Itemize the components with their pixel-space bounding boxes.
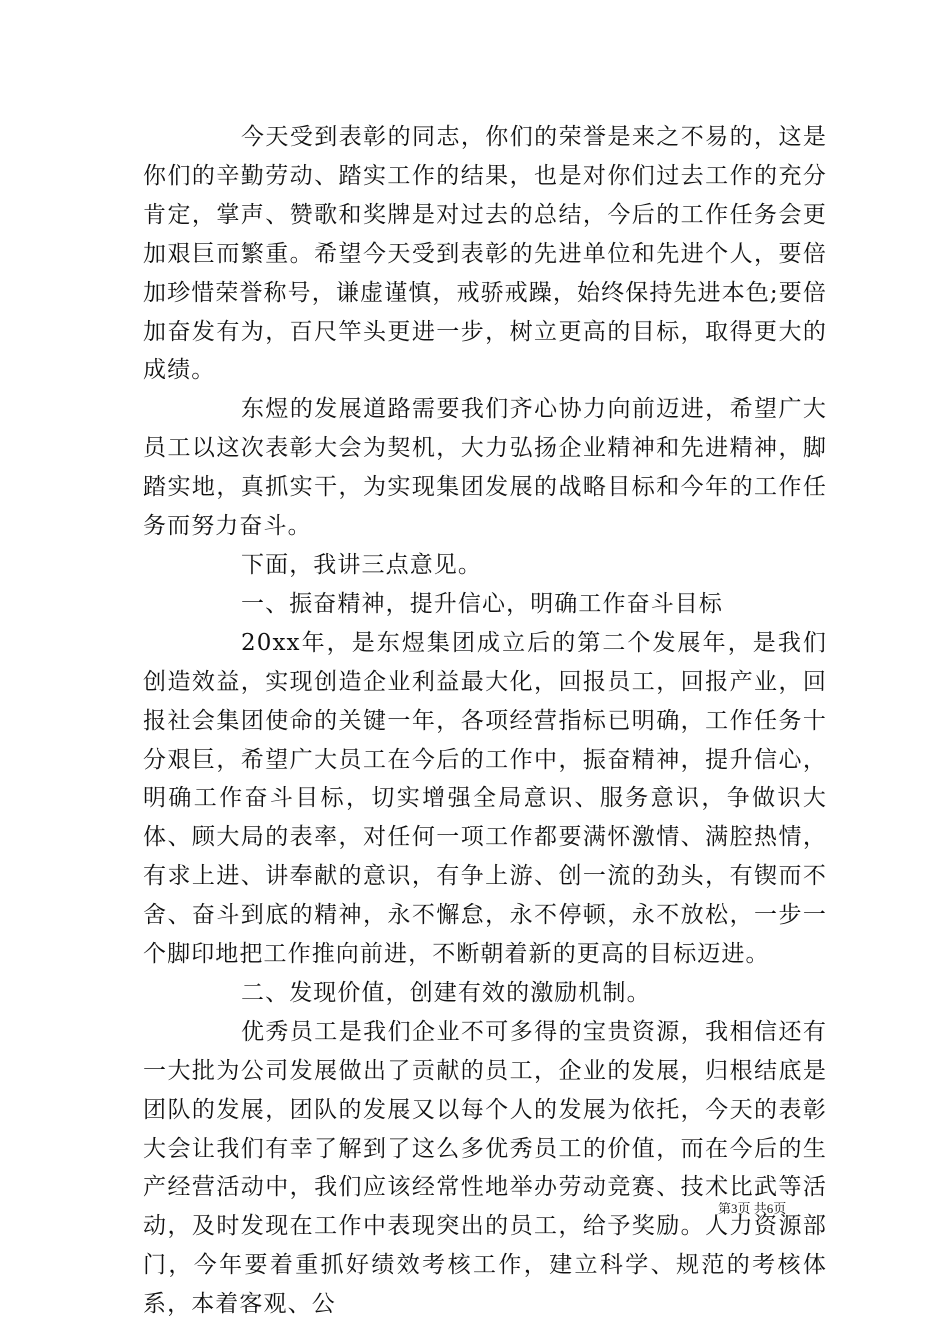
document-body [143,118,827,1324]
paragraph-three-points-intro: 下面，我讲三点意见。 [241,551,482,578]
section-heading-one: 一、振奋精神，提升信心，明确工作奋斗目标 [241,590,723,617]
footer-total-pages: 6 [766,1201,774,1216]
paragraph-excellent-staff: 优秀员工是我们企业不可多得的宝贵资源，我相信还有一大批为公司发展做出了贡献的员工，企业的发展，归根结底是团队的发展，团队的发展又以每个人的发展为依托，今天的表彰大会让我们有幸了解到了这么多优秀员工的价值，而在今后的生产经营活动中，我们应该经常性地举办劳动竞赛、技术比武等活动，及时发现在工作中表现突出的员工，给予奖励。人力资源部门，今年要着重抓好绩效考核工作，建立科学、规范的考核体系，本着客观、公 [143,1018,827,1318]
section-heading-two: 二、发现价值，创建有效的激励机制。 [241,979,651,1006]
page-number-footer [718,1199,786,1220]
footer-middle: 页 共 [737,1201,767,1216]
paragraph-year-goals: 20xx年，是东煜集团成立后的第二个发展年，是我们创造效益，实现创造企业利益最大化，回报员工，回报产业，回报社会集团使命的关键一年，各项经营指标已明确，工作任务十分艰巨，希望广大员工在今后的工作中，振奋精神，提升信心，明确工作奋斗目标，切实增强全局意识、服务意识，争做识大体、顾大局的表率，对任何一项工作都要满怀激情、满腔热情，有求上进、讲奉献的意识，有争上游、创一流的劲头，有锲而不舍、奋斗到底的精神，永不懈怠，永不停顿，永不放松，一步一个脚印地把工作推向前进，不断朝着新的更高的目标迈进。 [143,629,827,968]
footer-suffix: 页 [773,1201,787,1216]
footer-prefix: 第 [718,1201,732,1216]
paragraph-commendation: 今天受到表彰的同志，你们的荣誉是来之不易的，这是你们的辛勤劳动、踏实工作的结果，也是对你们过去工作的充分肯定，掌声、赞歌和奖牌是对过去的总结，今后的工作任务会更加艰巨而繁重。希望今天受到表彰的先进单位和先进个人，要倍加珍惜荣誉称号，谦虚谨慎，戒骄戒躁，始终保持先进本色;要倍加奋发有为，百尺竿头更进一步，树立更高的目标，取得更大的成绩。 [143,124,827,384]
footer-current-page: 3 [731,1201,738,1216]
paragraph-development-path: 东煜的发展道路需要我们齐心协力向前迈进，希望广大员工以这次表彰大会为契机，大力弘扬企业精神和先进精神，脚踏实地，真抓实干，为实现集团发展的战略目标和今年的工作任务而努力奋斗。 [143,396,827,540]
